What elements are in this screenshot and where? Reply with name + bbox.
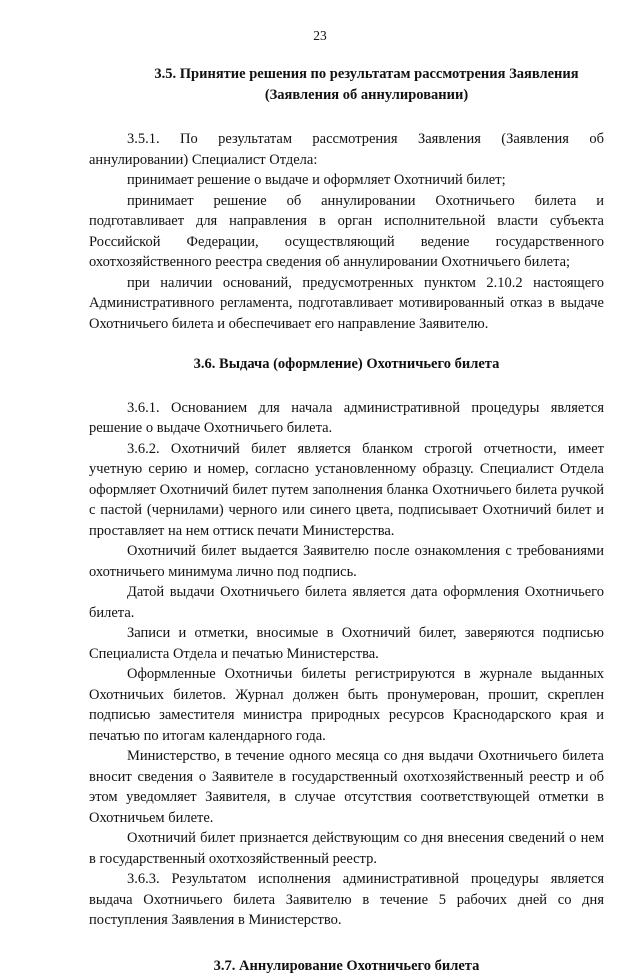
paragraph: 3.5.1. По результатам рассмотрения Заявления (Заявления об аннулировании) Специалист Отдела:	[89, 129, 604, 170]
paragraph: Датой выдачи Охотничьего билета является дата оформления Охотничьего билета.	[89, 582, 604, 623]
paragraph: 3.6.1. Основанием для начала административной процедуры является решение о выдаче Охотничьего билета.	[89, 398, 604, 439]
section-heading-3-6: 3.6. Выдача (оформление) Охотничьего билета	[89, 354, 604, 375]
paragraph: принимает решение об аннулировании Охотничьего билета и подготавливает для направления в орган исполнительной власти субъекта Российской Федерации, осуществляющий ведение государственного охотхозяйственного реестра сведения об аннулировании Охотничьего билета;	[89, 191, 604, 273]
page-number: 23	[0, 28, 640, 44]
paragraph: принимает решение о выдаче и оформляет Охотничий билет;	[89, 170, 604, 191]
paragraph: Охотничий билет выдается Заявителю после ознакомления с требованиями охотничьего минимума лично под подпись.	[89, 541, 604, 582]
section-heading-3-5: 3.5. Принятие решения по результатам рассмотрения Заявления (Заявления об аннулировании)	[89, 64, 604, 105]
section-heading-3-7: 3.7. Аннулирование Охотничьего билета	[89, 956, 604, 976]
paragraph: Охотничий билет признается действующим со дня внесения сведений о нем в государственный охотхозяйственный реестр.	[89, 828, 604, 869]
paragraph: 3.6.2. Охотничий билет является бланком строгой отчетности, имеет учетную серию и номер, согласно установленному образцу. Специалист Отдела оформляет Охотничий билет путем заполнения бланка Охотничьего билета ручкой с пастой (чернилами) черного или синего цвета, подписывает Охотничий билет и проставляет на нем оттиск печати Министерства.	[89, 439, 604, 542]
paragraph: Министерство, в течение одного месяца со дня выдачи Охотничьего билета вносит сведения о Заявителе в государственный охотхозяйственный реестр и об этом уведомляет Заявителя, в случае отсутствия соответствующей отметки в Охотничьем билете.	[89, 746, 604, 828]
paragraph: при наличии оснований, предусмотренных пунктом 2.10.2 настоящего Административного регламента, подготавливает мотивированный отказ в выдаче Охотничьего билета и обеспечивает его направление Заявителю.	[89, 273, 604, 335]
paragraph: 3.6.3. Результатом исполнения административной процедуры является выдача Охотничьего билета Заявителю в течение 5 рабочих дней со дня поступления Заявления в Министерство.	[89, 869, 604, 931]
page-content	[89, 64, 604, 976]
paragraph: Оформленные Охотничьи билеты регистрируются в журнале выданных Охотничьих билетов. Журнал должен быть пронумерован, прошит, скреплен подписью заместителя министра природных ресурсов Краснодарского края и печатью по итогам календарного года.	[89, 664, 604, 746]
paragraph: Записи и отметки, вносимые в Охотничий билет, заверяются подписью Специалиста Отдела и печатью Министерства.	[89, 623, 604, 664]
